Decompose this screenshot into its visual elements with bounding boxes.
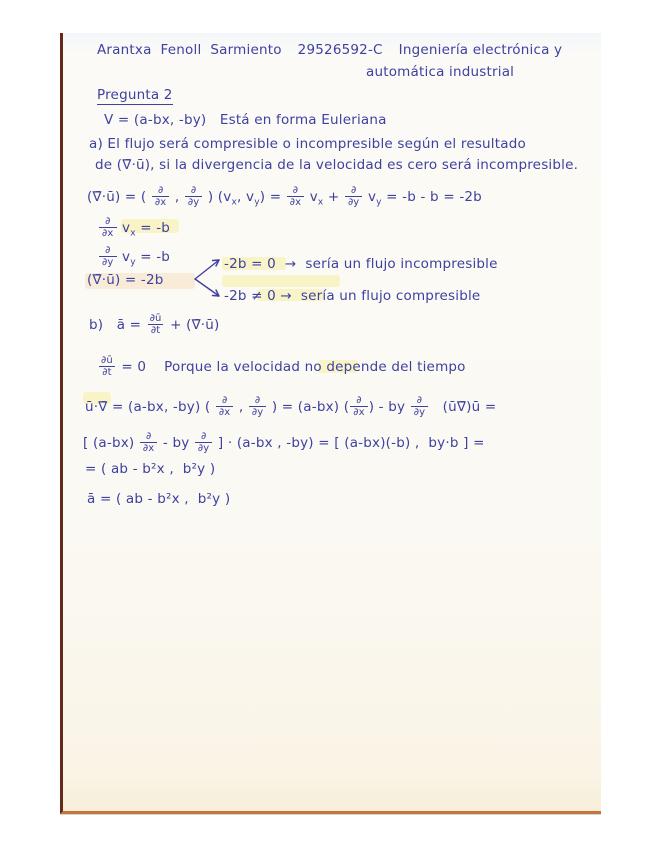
dvx-line xyxy=(98,213,170,243)
math-text: ) = (a-bx) ( xyxy=(267,398,350,415)
degree-line1: Ingeniería electrónica y xyxy=(398,42,563,58)
fraction xyxy=(287,186,305,208)
subscript: y xyxy=(130,257,136,268)
fraction xyxy=(216,396,234,418)
math-symbol: $v_x$ xyxy=(309,188,324,208)
fraction-numerator: ∂ xyxy=(145,431,152,442)
math-symbol: $v_x$ xyxy=(223,188,238,208)
fraction-denominator: ∂x xyxy=(140,442,158,454)
fraction-numerator: ∂ xyxy=(351,185,357,196)
expansion-line2 xyxy=(83,428,485,458)
fraction-numerator: ∂ xyxy=(200,431,207,442)
fraction xyxy=(249,396,267,418)
fraction-numerator: ∂ xyxy=(416,395,423,406)
math-text: ā = ( ab - b²x , b²y ) xyxy=(87,491,231,507)
divergence-formula xyxy=(87,182,482,212)
math-text: ] · (a-bx , -by) = [ (a-bx)(-b) , by·b ] = xyxy=(213,434,485,451)
math-text: ) ( xyxy=(203,188,224,205)
math-text: = ( ab - b²x , b²y ) xyxy=(85,461,216,477)
fraction xyxy=(195,432,213,454)
math-text: ) - by xyxy=(368,398,410,415)
math-text: + xyxy=(323,188,344,205)
math-symbol: $v_y$ xyxy=(122,248,136,268)
fraction-denominator: ∂y xyxy=(99,256,117,268)
subscript: y xyxy=(254,197,260,208)
fork-arrows-icon xyxy=(193,255,223,301)
fraction xyxy=(99,217,117,239)
final-accel-line xyxy=(87,491,230,508)
math-text: , xyxy=(234,398,248,415)
math-symbol: $v_y$ xyxy=(246,188,260,208)
fraction-numerator: ∂ū xyxy=(101,355,113,366)
math-symbol: $v_x$ xyxy=(122,219,136,239)
fraction-denominator: ∂y xyxy=(185,196,203,208)
math-text: , xyxy=(237,188,246,205)
fraction-numerator: ∂ xyxy=(254,395,261,406)
question-title-text: Pregunta 2 xyxy=(97,87,173,103)
dudt-line xyxy=(97,352,466,382)
part-a-line2: de (∇̄·ū), si la divergencia de la velocidad es cero será incompresible. xyxy=(95,157,579,173)
fraction-denominator: ∂t xyxy=(99,366,115,378)
part-b-accel-formula xyxy=(89,310,220,340)
degree-line2: automática industrial xyxy=(366,64,515,80)
fraction xyxy=(140,432,158,454)
expansion-line1 xyxy=(85,392,496,422)
fraction-denominator: ∂y xyxy=(249,406,267,418)
fraction xyxy=(147,314,165,336)
result-line xyxy=(85,461,215,478)
branch-compressible: -2b ≠ 0 → sería un flujo compresible xyxy=(224,288,481,304)
fraction-denominator: ∂x xyxy=(99,227,117,239)
fraction-numerator: ∂ xyxy=(157,185,164,196)
fraction-denominator: ∂x xyxy=(350,406,368,418)
math-text: , xyxy=(170,188,184,205)
student-id: 29526592-C xyxy=(297,42,383,58)
math-text: = -b xyxy=(135,219,171,236)
fraction-numerator: ∂ xyxy=(221,395,228,406)
math-text: b) ā = xyxy=(89,316,146,333)
divergence-result xyxy=(87,272,164,289)
fraction xyxy=(98,356,116,378)
fraction-numerator: ∂ xyxy=(190,185,197,196)
fraction-numerator: ∂ xyxy=(105,245,111,256)
subscript: x xyxy=(130,228,136,239)
fraction-denominator: ∂x xyxy=(152,196,170,208)
fraction-denominator: ∂t xyxy=(148,324,164,336)
fraction-numerator: ∂ xyxy=(105,216,111,227)
math-symbol: $v_y$ xyxy=(367,188,382,208)
header-line xyxy=(97,42,562,59)
math-text: = -b - b = -2b xyxy=(381,188,482,205)
math-text: - by xyxy=(158,434,194,451)
branch-incompressible: -2b = 0 → sería un flujo incompresible xyxy=(224,256,498,272)
fraction-denominator: ∂x xyxy=(287,196,305,208)
math-text: (∇̄·ū) = -2b xyxy=(87,272,164,288)
math-text: ) = xyxy=(259,188,286,205)
math-text: ū·∇̄ = (a-bx, -by) ( xyxy=(85,398,215,415)
fraction-denominator: ∂y xyxy=(345,196,363,208)
fraction-denominator: ∂x xyxy=(216,406,234,418)
fraction xyxy=(411,396,429,418)
math-text: (∇̄·ū) = ( xyxy=(87,188,151,205)
fraction xyxy=(99,246,117,268)
question-title xyxy=(97,87,173,104)
fraction-numerator: ∂ xyxy=(292,185,299,196)
statement-line: V = (a-bx, -by) Está en forma Euleriana xyxy=(104,112,387,128)
student-name: Arantxa Fenoll Sarmiento xyxy=(97,42,282,58)
fraction-denominator: ∂y xyxy=(411,406,429,418)
fraction-denominator: ∂y xyxy=(195,442,213,454)
math-text: (ū∇̄)ū = xyxy=(429,398,497,415)
fraction-numerator: ∂ xyxy=(356,395,362,406)
dvy-line xyxy=(98,242,170,272)
subscript: x xyxy=(317,197,324,208)
fraction-numerator: ∂ū xyxy=(149,313,162,324)
math-text: = 0 Porque la velocidad no depende del tiempo xyxy=(116,358,466,375)
part-a-line1: a) El flujo será compresible o incompresible según el resultado xyxy=(89,136,526,152)
math-text: + (∇̄·ū) xyxy=(165,316,220,333)
subscript: x xyxy=(231,197,238,208)
math-text: = -b xyxy=(135,248,171,265)
fraction xyxy=(152,186,170,208)
math-text: [ (a-bx) xyxy=(83,434,139,451)
fraction xyxy=(350,396,368,418)
subscript: y xyxy=(376,197,382,208)
highlighter-mark xyxy=(222,275,340,287)
fraction xyxy=(345,186,363,208)
fraction xyxy=(185,186,203,208)
